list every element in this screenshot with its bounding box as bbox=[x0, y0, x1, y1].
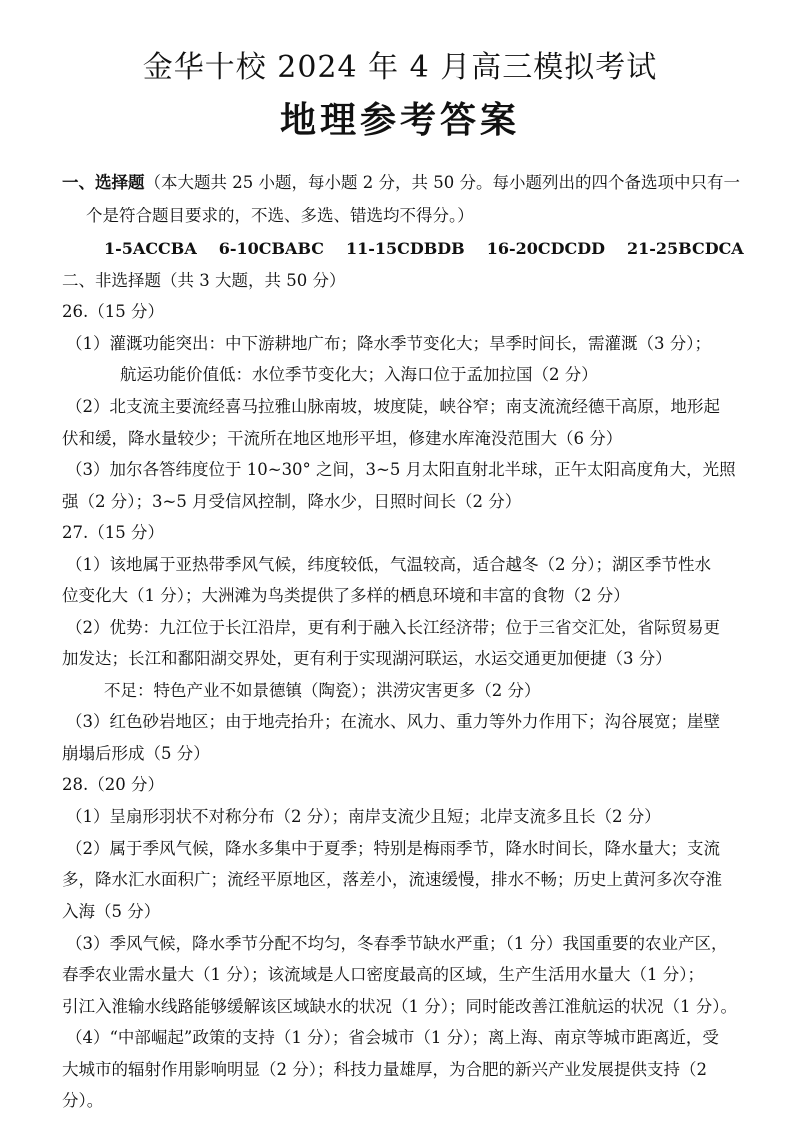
q28-part2-line1: （2）属于季风气候，降水多集中于夏季；特别是梅雨季节，降水时间长，降水量大；支流 bbox=[66, 839, 720, 858]
answers-11-15: 11-15CDBDB bbox=[346, 239, 465, 258]
section-1-heading: 一、选择题 bbox=[62, 173, 145, 192]
q26-part2-line2: 伏和缓，降水量较少；干流所在地区地形平坦，修建水库淹没范围大（6 分） bbox=[62, 429, 623, 448]
q28-part1-line1: （1）呈扇形羽状不对称分布（2 分）；南岸支流少且短；北岸支流多且长（2 分） bbox=[66, 807, 661, 826]
q26-part1-line2: 航运功能价值低：水位季节变化大；入海口位于孟加拉国（2 分） bbox=[120, 365, 598, 384]
section-1-line-1 bbox=[62, 172, 740, 194]
section-1-instructions-1: （本大题共 25 小题，每小题 2 分，共 50 分。每小题列出的四个备选项中只有一 bbox=[144, 173, 740, 192]
q27-part3-line2: 崩塌后形成（5 分） bbox=[62, 744, 210, 763]
q28-part4-line1: （4）“中部崛起”政策的支持（1 分）；省会城市（1 分）；离上海、南京等城市距离近，受 bbox=[66, 1028, 719, 1047]
q26-heading: 26.（15 分） bbox=[62, 302, 164, 321]
q28-part3-line2: 春季农业需水量大（1 分）；该流域是人口密度最高的区域，生产生活用水量大（1 分）； bbox=[62, 965, 704, 984]
q27-part1-line1: （1）该地属于亚热带季风气候，纬度较低，气温较高，适合越冬（2 分）；湖区季节性水 bbox=[66, 555, 711, 574]
answers-6-10: 6-10CBABC bbox=[218, 239, 324, 258]
q27-heading: 27.（15 分） bbox=[62, 523, 164, 542]
q27-part2-line3: 不足：特色产业不如景德镇（陶瓷）；洪涝灾害更多（2 分） bbox=[104, 681, 541, 700]
q28-part4-line3: 分）。 bbox=[62, 1091, 104, 1110]
q27-part1-line2: 位变化大（1 分）；大洲滩为鸟类提供了多样的栖息环境和丰富的食物（2 分） bbox=[62, 586, 630, 605]
answer-key-title: 地理参考答案 bbox=[279, 99, 520, 141]
exam-title: 金华十校 2024 年 4 月高三模拟考试 bbox=[142, 50, 658, 85]
q26-part2-line1: （2）北支流主要流经喜马拉雅山脉南坡，坡度陡，峡谷窄；南支流流经德干高原，地形起 bbox=[66, 397, 720, 416]
q26-part1-line1: （1）灌溉功能突出：中下游耕地广布；降水季节变化大；旱季时间长，需灌溉（3 分）； bbox=[66, 334, 711, 353]
q26-part3-line1: （3）加尔各答纬度位于 10~30° 之间，3~5 月太阳直射北半球，正午太阳高度角大，光照 bbox=[66, 460, 736, 479]
q28-part2-line2: 多，降水汇水面积广；流经平原地区，落差小，流速缓慢，排水不畅；历史上黄河多次夺淮 bbox=[62, 870, 722, 889]
q27-part2-line1: （2）优势：九江位于长江沿岸，更有利于融入长江经济带；位于三省交汇处，省际贸易更 bbox=[66, 618, 720, 637]
q28-part3-line3: 引江入淮输水线路能够缓解该区域缺水的状况（1 分）；同时能改善江淮航运的状况（1 分）。 bbox=[62, 997, 737, 1016]
q26-part3-line2: 强（2 分）；3~5 月受信风控制，降水少，日照时间长（2 分） bbox=[62, 492, 522, 511]
q28-part2-line3: 入海（5 分） bbox=[62, 902, 161, 921]
section-1-instructions-2: 个是符合题目要求的，不选、多选、错选均不得分。） bbox=[86, 206, 474, 225]
answers-16-20: 16-20CDCDD bbox=[486, 239, 605, 258]
section-2-heading: 二、非选择题（共 3 大题，共 50 分） bbox=[62, 271, 346, 290]
q27-part3-line1: （3）红色砂岩地区；由于地壳抬升；在流水、风力、重力等外力作用下；沟谷展宽；崖壁 bbox=[66, 712, 720, 731]
q27-part2-line2: 加发达；长江和鄱阳湖交界处，更有利于实现湖河联运，水运交通更加便捷（3 分） bbox=[62, 649, 672, 668]
q28-heading: 28.（20 分） bbox=[62, 775, 164, 794]
answers-1-5: 1-5ACCBA bbox=[104, 239, 197, 258]
q28-part4-line2: 大城市的辐射作用影响明显（2 分）；科技力量雄厚，为合肥的新兴产业发展提供支持（2 bbox=[62, 1060, 707, 1079]
answers-21-25: 21-25BCDCA bbox=[626, 239, 744, 258]
choice-answers bbox=[104, 238, 744, 260]
q28-part3-line1: （3）季风气候，降水季节分配不均匀，冬春季节缺水严重；（1 分）我国重要的农业产区， bbox=[66, 934, 728, 953]
